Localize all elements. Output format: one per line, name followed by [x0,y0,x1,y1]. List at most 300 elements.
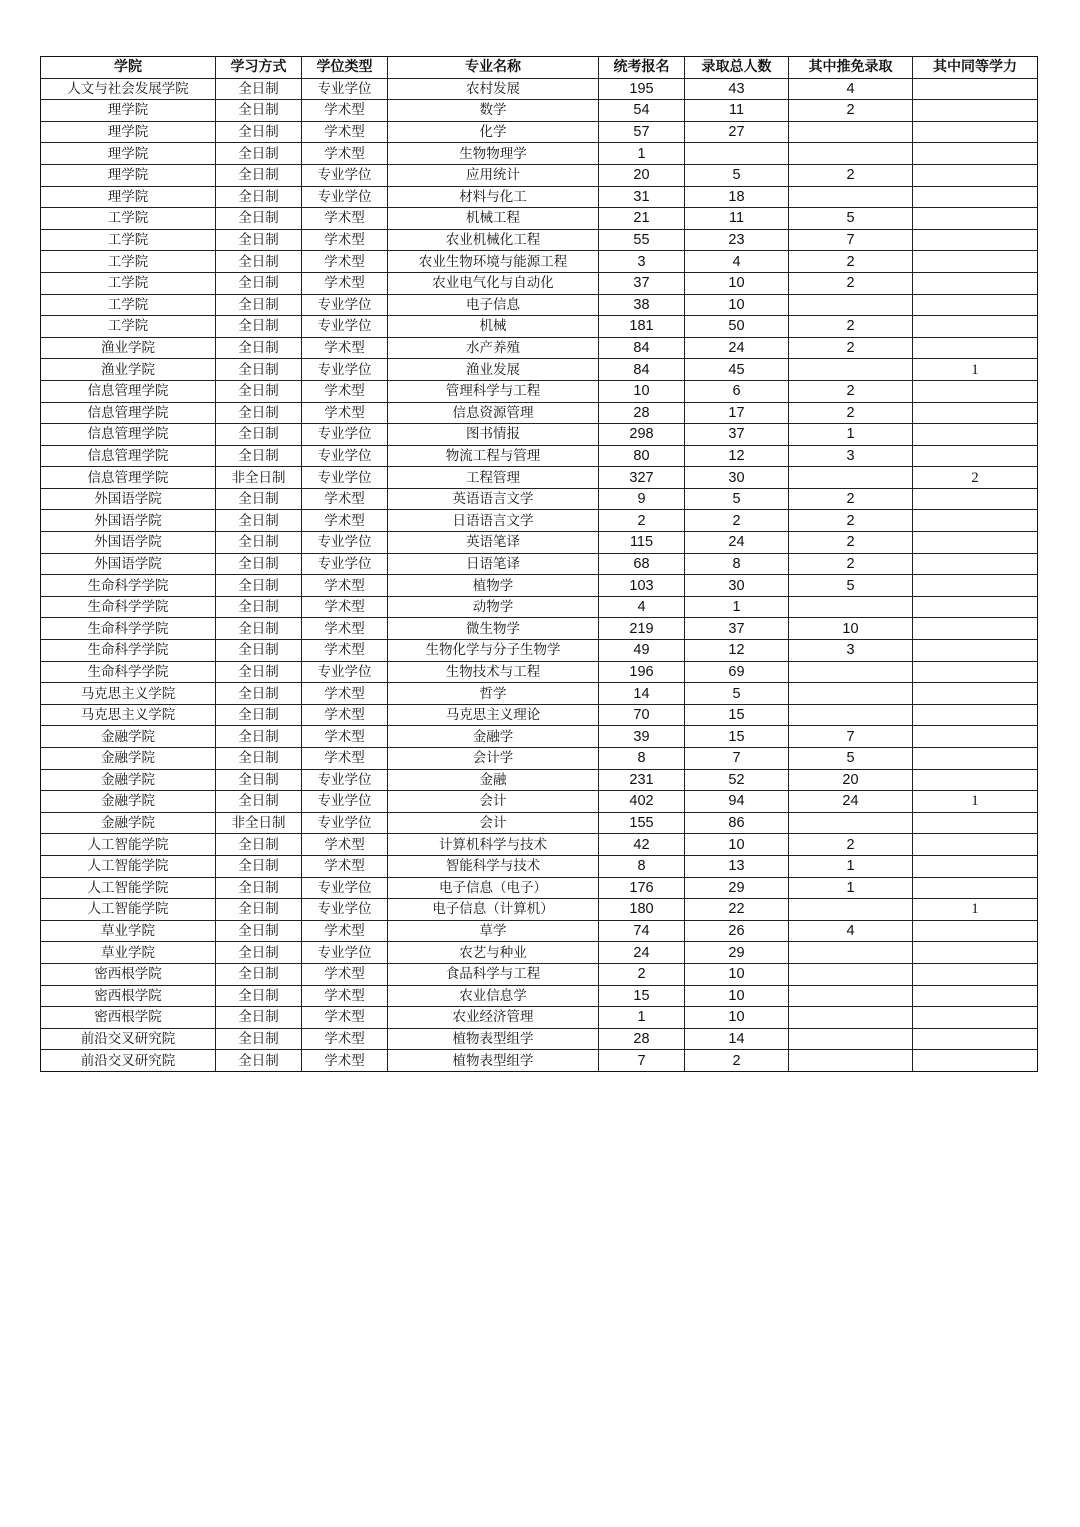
table-row [41,186,1038,208]
exam-applicants-cell: 176 [599,877,685,899]
study-mode-cell: 全日制 [216,272,302,294]
total-admitted-cell: 8 [685,553,789,575]
college-cell: 金融学院 [41,812,216,834]
college-cell: 生命科学学院 [41,618,216,640]
equivalent-education-cell [913,596,1038,618]
major-name-cell: 智能科学与技术 [388,855,599,877]
total-admitted-cell: 22 [685,899,789,921]
major-name-cell: 农业信息学 [388,985,599,1007]
equivalent-education-cell [913,208,1038,230]
major-name-cell: 英语笔译 [388,532,599,554]
header-total-admitted: 录取总人数 [685,57,789,79]
degree-type-cell: 学术型 [302,920,388,942]
study-mode-cell: 全日制 [216,791,302,813]
equivalent-education-cell [913,1028,1038,1050]
total-admitted-cell: 13 [685,855,789,877]
college-cell: 密西根学院 [41,1007,216,1029]
equivalent-education-cell [913,704,1038,726]
major-name-cell: 会计 [388,812,599,834]
table-row [41,100,1038,122]
college-cell: 外国语学院 [41,532,216,554]
header-study-mode: 学习方式 [216,57,302,79]
equivalent-education-cell [913,942,1038,964]
study-mode-cell: 全日制 [216,186,302,208]
recommended-admitted-cell [789,359,913,381]
study-mode-cell: 全日制 [216,877,302,899]
table-row [41,748,1038,770]
degree-type-cell: 学术型 [302,1007,388,1029]
table-row [41,532,1038,554]
equivalent-education-cell [913,337,1038,359]
equivalent-education-cell [913,380,1038,402]
recommended-admitted-cell [789,812,913,834]
exam-applicants-cell: 8 [599,855,685,877]
table-row [41,272,1038,294]
degree-type-cell: 专业学位 [302,294,388,316]
study-mode-cell: 全日制 [216,683,302,705]
table-row [41,1050,1038,1072]
college-cell: 密西根学院 [41,963,216,985]
degree-type-cell: 学术型 [302,834,388,856]
table-row [41,877,1038,899]
degree-type-cell: 学术型 [302,251,388,273]
table-row [41,488,1038,510]
recommended-admitted-cell: 2 [789,553,913,575]
college-cell: 马克思主义学院 [41,683,216,705]
recommended-admitted-cell: 10 [789,618,913,640]
college-cell: 草业学院 [41,920,216,942]
degree-type-cell: 学术型 [302,1028,388,1050]
exam-applicants-cell: 57 [599,121,685,143]
recommended-admitted-cell [789,294,913,316]
table-row [41,143,1038,165]
table-row [41,661,1038,683]
table-row [41,769,1038,791]
major-name-cell: 农业电气化与自动化 [388,272,599,294]
table-row [41,402,1038,424]
college-cell: 人工智能学院 [41,855,216,877]
table-body [41,78,1038,1071]
major-name-cell: 生物化学与分子生物学 [388,640,599,662]
degree-type-cell: 学术型 [302,272,388,294]
equivalent-education-cell [913,100,1038,122]
total-admitted-cell: 10 [685,985,789,1007]
recommended-admitted-cell: 2 [789,337,913,359]
total-admitted-cell: 26 [685,920,789,942]
degree-type-cell: 学术型 [302,748,388,770]
major-name-cell: 日语笔译 [388,553,599,575]
recommended-admitted-cell: 5 [789,748,913,770]
degree-type-cell: 专业学位 [302,661,388,683]
total-admitted-cell: 29 [685,877,789,899]
equivalent-education-cell [913,769,1038,791]
equivalent-education-cell [913,640,1038,662]
major-name-cell: 哲学 [388,683,599,705]
table-row [41,618,1038,640]
exam-applicants-cell: 115 [599,532,685,554]
table-row [41,834,1038,856]
degree-type-cell: 专业学位 [302,769,388,791]
recommended-admitted-cell [789,942,913,964]
total-admitted-cell: 10 [685,1007,789,1029]
table-row [41,208,1038,230]
equivalent-education-cell: 1 [913,791,1038,813]
major-name-cell: 化学 [388,121,599,143]
equivalent-education-cell [913,575,1038,597]
table-row [41,294,1038,316]
degree-type-cell: 学术型 [302,510,388,532]
exam-applicants-cell: 15 [599,985,685,1007]
degree-type-cell: 学术型 [302,683,388,705]
degree-type-cell: 学术型 [302,704,388,726]
exam-applicants-cell: 20 [599,164,685,186]
total-admitted-cell: 15 [685,726,789,748]
major-name-cell: 植物表型组学 [388,1028,599,1050]
study-mode-cell: 全日制 [216,316,302,338]
recommended-admitted-cell: 1 [789,424,913,446]
exam-applicants-cell: 24 [599,942,685,964]
total-admitted-cell: 17 [685,402,789,424]
table-row [41,251,1038,273]
total-admitted-cell: 5 [685,683,789,705]
major-name-cell: 微生物学 [388,618,599,640]
study-mode-cell: 全日制 [216,251,302,273]
major-name-cell: 信息资源管理 [388,402,599,424]
exam-applicants-cell: 3 [599,251,685,273]
recommended-admitted-cell [789,467,913,489]
study-mode-cell: 全日制 [216,704,302,726]
table-row [41,899,1038,921]
exam-applicants-cell: 28 [599,402,685,424]
equivalent-education-cell [913,510,1038,532]
major-name-cell: 农业生物环境与能源工程 [388,251,599,273]
equivalent-education-cell [913,402,1038,424]
exam-applicants-cell: 7 [599,1050,685,1072]
degree-type-cell: 专业学位 [302,791,388,813]
degree-type-cell: 学术型 [302,229,388,251]
study-mode-cell: 全日制 [216,985,302,1007]
degree-type-cell: 专业学位 [302,899,388,921]
equivalent-education-cell [913,316,1038,338]
study-mode-cell: 全日制 [216,208,302,230]
major-name-cell: 物流工程与管理 [388,445,599,467]
exam-applicants-cell: 39 [599,726,685,748]
exam-applicants-cell: 55 [599,229,685,251]
college-cell: 人工智能学院 [41,834,216,856]
total-admitted-cell: 24 [685,337,789,359]
equivalent-education-cell [913,143,1038,165]
study-mode-cell: 全日制 [216,1028,302,1050]
major-name-cell: 动物学 [388,596,599,618]
recommended-admitted-cell [789,186,913,208]
table-row [41,510,1038,532]
total-admitted-cell: 86 [685,812,789,834]
header-degree-type: 学位类型 [302,57,388,79]
degree-type-cell: 专业学位 [302,812,388,834]
table-row [41,553,1038,575]
total-admitted-cell: 27 [685,121,789,143]
degree-type-cell: 学术型 [302,1050,388,1072]
degree-type-cell: 学术型 [302,208,388,230]
recommended-admitted-cell: 3 [789,445,913,467]
study-mode-cell: 全日制 [216,402,302,424]
table-header-row [41,57,1038,79]
recommended-admitted-cell [789,1028,913,1050]
equivalent-education-cell [913,294,1038,316]
study-mode-cell: 全日制 [216,445,302,467]
study-mode-cell: 全日制 [216,143,302,165]
exam-applicants-cell: 9 [599,488,685,510]
study-mode-cell: 全日制 [216,553,302,575]
total-admitted-cell: 1 [685,596,789,618]
study-mode-cell: 全日制 [216,1007,302,1029]
college-cell: 生命科学学院 [41,575,216,597]
study-mode-cell: 非全日制 [216,467,302,489]
total-admitted-cell: 10 [685,272,789,294]
recommended-admitted-cell: 2 [789,251,913,273]
equivalent-education-cell [913,186,1038,208]
equivalent-education-cell [913,1050,1038,1072]
recommended-admitted-cell [789,683,913,705]
degree-type-cell: 专业学位 [302,553,388,575]
major-name-cell: 农艺与种业 [388,942,599,964]
degree-type-cell: 学术型 [302,618,388,640]
total-admitted-cell: 11 [685,208,789,230]
recommended-admitted-cell [789,1007,913,1029]
recommended-admitted-cell [789,143,913,165]
total-admitted-cell: 50 [685,316,789,338]
college-cell: 工学院 [41,208,216,230]
study-mode-cell: 全日制 [216,510,302,532]
college-cell: 渔业学院 [41,337,216,359]
study-mode-cell: 全日制 [216,294,302,316]
college-cell: 前沿交叉研究院 [41,1028,216,1050]
table-row [41,424,1038,446]
degree-type-cell: 学术型 [302,337,388,359]
exam-applicants-cell: 4 [599,596,685,618]
total-admitted-cell: 69 [685,661,789,683]
recommended-admitted-cell [789,661,913,683]
total-admitted-cell: 24 [685,532,789,554]
major-name-cell: 图书情报 [388,424,599,446]
college-cell: 工学院 [41,229,216,251]
college-cell: 信息管理学院 [41,402,216,424]
table-row [41,791,1038,813]
college-cell: 生命科学学院 [41,661,216,683]
exam-applicants-cell: 219 [599,618,685,640]
exam-applicants-cell: 21 [599,208,685,230]
recommended-admitted-cell: 5 [789,208,913,230]
major-name-cell: 英语语言文学 [388,488,599,510]
exam-applicants-cell: 70 [599,704,685,726]
total-admitted-cell: 15 [685,704,789,726]
degree-type-cell: 学术型 [302,121,388,143]
study-mode-cell: 全日制 [216,100,302,122]
exam-applicants-cell: 327 [599,467,685,489]
major-name-cell: 工程管理 [388,467,599,489]
major-name-cell: 马克思主义理论 [388,704,599,726]
exam-applicants-cell: 31 [599,186,685,208]
header-equivalent-education: 其中同等学力 [913,57,1038,79]
study-mode-cell: 全日制 [216,942,302,964]
major-name-cell: 机械 [388,316,599,338]
study-mode-cell: 全日制 [216,359,302,381]
study-mode-cell: 全日制 [216,229,302,251]
equivalent-education-cell [913,985,1038,1007]
exam-applicants-cell: 195 [599,78,685,100]
college-cell: 人工智能学院 [41,899,216,921]
table-row [41,445,1038,467]
recommended-admitted-cell: 3 [789,640,913,662]
major-name-cell: 数学 [388,100,599,122]
degree-type-cell: 学术型 [302,726,388,748]
degree-type-cell: 学术型 [302,402,388,424]
equivalent-education-cell: 1 [913,899,1038,921]
table-row [41,78,1038,100]
equivalent-education-cell [913,618,1038,640]
college-cell: 生命科学学院 [41,596,216,618]
recommended-admitted-cell [789,121,913,143]
header-recommended-admitted: 其中推免录取 [789,57,913,79]
equivalent-education-cell: 1 [913,359,1038,381]
equivalent-education-cell [913,445,1038,467]
table-row [41,683,1038,705]
study-mode-cell: 全日制 [216,640,302,662]
exam-applicants-cell: 2 [599,963,685,985]
table-row [41,920,1038,942]
degree-type-cell: 学术型 [302,143,388,165]
recommended-admitted-cell: 4 [789,78,913,100]
equivalent-education-cell [913,78,1038,100]
total-admitted-cell: 5 [685,488,789,510]
table-row [41,164,1038,186]
degree-type-cell: 专业学位 [302,359,388,381]
degree-type-cell: 专业学位 [302,532,388,554]
table-row [41,316,1038,338]
total-admitted-cell: 12 [685,640,789,662]
college-cell: 人文与社会发展学院 [41,78,216,100]
equivalent-education-cell [913,424,1038,446]
study-mode-cell: 全日制 [216,424,302,446]
table-row [41,855,1038,877]
table-row [41,596,1038,618]
header-college: 学院 [41,57,216,79]
major-name-cell: 农业经济管理 [388,1007,599,1029]
recommended-admitted-cell: 5 [789,575,913,597]
study-mode-cell: 全日制 [216,769,302,791]
total-admitted-cell: 6 [685,380,789,402]
exam-applicants-cell: 28 [599,1028,685,1050]
exam-applicants-cell: 1 [599,1007,685,1029]
study-mode-cell: 全日制 [216,380,302,402]
exam-applicants-cell: 84 [599,359,685,381]
total-admitted-cell: 5 [685,164,789,186]
major-name-cell: 电子信息 [388,294,599,316]
college-cell: 信息管理学院 [41,380,216,402]
equivalent-education-cell [913,229,1038,251]
study-mode-cell: 全日制 [216,596,302,618]
college-cell: 理学院 [41,186,216,208]
study-mode-cell: 全日制 [216,337,302,359]
degree-type-cell: 专业学位 [302,445,388,467]
study-mode-cell: 全日制 [216,920,302,942]
study-mode-cell: 全日制 [216,726,302,748]
equivalent-education-cell [913,855,1038,877]
college-cell: 渔业学院 [41,359,216,381]
college-cell: 工学院 [41,294,216,316]
degree-type-cell: 学术型 [302,985,388,1007]
table-row [41,812,1038,834]
major-name-cell: 农村发展 [388,78,599,100]
degree-type-cell: 专业学位 [302,942,388,964]
total-admitted-cell: 30 [685,575,789,597]
equivalent-education-cell [913,532,1038,554]
exam-applicants-cell: 155 [599,812,685,834]
study-mode-cell: 全日制 [216,1050,302,1072]
major-name-cell: 农业机械化工程 [388,229,599,251]
total-admitted-cell: 2 [685,1050,789,1072]
table-row [41,985,1038,1007]
total-admitted-cell: 30 [685,467,789,489]
college-cell: 外国语学院 [41,553,216,575]
recommended-admitted-cell [789,963,913,985]
major-name-cell: 生物物理学 [388,143,599,165]
major-name-cell: 会计 [388,791,599,813]
total-admitted-cell: 37 [685,618,789,640]
recommended-admitted-cell: 7 [789,726,913,748]
exam-applicants-cell: 54 [599,100,685,122]
exam-applicants-cell: 8 [599,748,685,770]
table-row [41,467,1038,489]
equivalent-education-cell [913,920,1038,942]
degree-type-cell: 专业学位 [302,164,388,186]
college-cell: 马克思主义学院 [41,704,216,726]
recommended-admitted-cell: 2 [789,488,913,510]
college-cell: 前沿交叉研究院 [41,1050,216,1072]
recommended-admitted-cell: 2 [789,380,913,402]
admissions-sheet [40,56,1038,1072]
exam-applicants-cell: 14 [599,683,685,705]
study-mode-cell: 全日制 [216,164,302,186]
major-name-cell: 金融 [388,769,599,791]
exam-applicants-cell: 1 [599,143,685,165]
college-cell: 外国语学院 [41,488,216,510]
recommended-admitted-cell: 1 [789,877,913,899]
recommended-admitted-cell: 7 [789,229,913,251]
table-row [41,1028,1038,1050]
exam-applicants-cell: 402 [599,791,685,813]
college-cell: 金融学院 [41,791,216,813]
header-major-name: 专业名称 [388,57,599,79]
college-cell: 外国语学院 [41,510,216,532]
degree-type-cell: 专业学位 [302,316,388,338]
exam-applicants-cell: 231 [599,769,685,791]
exam-applicants-cell: 37 [599,272,685,294]
college-cell: 金融学院 [41,726,216,748]
recommended-admitted-cell: 2 [789,402,913,424]
exam-applicants-cell: 68 [599,553,685,575]
degree-type-cell: 学术型 [302,596,388,618]
equivalent-education-cell [913,1007,1038,1029]
major-name-cell: 管理科学与工程 [388,380,599,402]
study-mode-cell: 全日制 [216,748,302,770]
degree-type-cell: 专业学位 [302,877,388,899]
recommended-admitted-cell: 20 [789,769,913,791]
total-admitted-cell: 12 [685,445,789,467]
equivalent-education-cell [913,748,1038,770]
major-name-cell: 水产养殖 [388,337,599,359]
degree-type-cell: 学术型 [302,380,388,402]
